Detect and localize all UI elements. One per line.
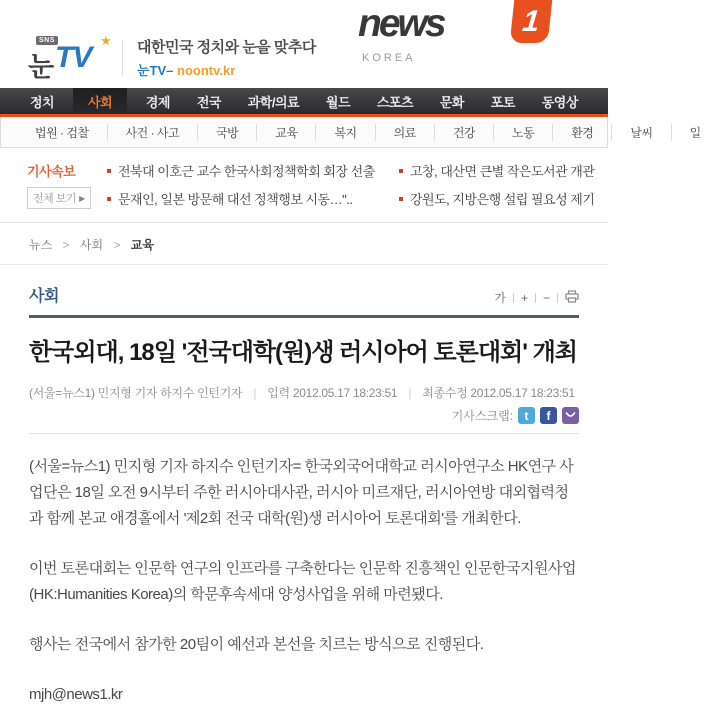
main-nav — [0, 88, 608, 117]
me2day-share-icon[interactable] — [562, 407, 579, 424]
bullet-icon — [399, 197, 403, 201]
article-paragraph: 이번 토론대회는 인문학 연구의 인프라를 구축한다는 인문학 진흥책인 인문한국지원사업(HK:Humanities Korea)의 학문후속세대 양성사업을 위해 마련됐다. — [29, 560, 576, 603]
modified-label: 최종수정 — [422, 386, 468, 400]
article-paragraph: 행사는 전국에서 참가한 20팀이 예선과 본선을 치르는 방식으로 진행된다. — [29, 636, 484, 653]
subnav-item-environment[interactable]: 환경 — [553, 124, 612, 141]
news1-logo-text: news — [358, 2, 444, 45]
font-increase-button[interactable]: + — [520, 290, 528, 305]
subnav-item-weather[interactable]: 날씨 — [612, 124, 671, 141]
noontv-tagline: 대한민국 정치와 눈을 맞추다 — [137, 39, 316, 56]
byline-divider: | — [408, 386, 412, 400]
subnav-item-general[interactable]: 일 — [689, 125, 701, 140]
nav-item-photo[interactable]: 포토 — [490, 94, 515, 110]
noontv-tagline-block — [137, 36, 316, 79]
facebook-letter: f — [546, 408, 551, 423]
nav-item-culture[interactable]: 문화 — [439, 94, 464, 110]
breaking-news-ticker — [0, 148, 608, 223]
breadcrumb-news[interactable]: 뉴스 — [29, 238, 53, 252]
modified-timestamp: 2012.05.17 18:23:51 — [470, 386, 575, 400]
view-all-label: 전체 보기 — [33, 193, 77, 205]
article-paragraph: (서울=뉴스1) 민지형 기자 하지수 인턴기자= 한국외국어대학교 러시아연구소 HK연구 사업단은 18일 오전 9시부터 주한 러시아대사관, 러시아 미르재단, 러시아연방 대외협력청과 함께 본교 애경홀에서 '제2회 전국 대학(원)생 러시아어 토론대회'를 개최한다. — [29, 458, 574, 527]
section-header — [29, 265, 579, 318]
article-byline-row — [29, 380, 579, 401]
news1-logo-one: 1 — [520, 4, 542, 38]
sub-nav — [0, 117, 701, 148]
ticker-item-text: 전북대 이호근 교수 한국사회정책학회 회장 선출 — [118, 164, 375, 179]
noontv-site-label: 눈TV– — [137, 63, 174, 78]
nav-item-economy[interactable]: 경제 — [145, 94, 170, 110]
ticker-item[interactable] — [107, 189, 399, 208]
noontv-site-url[interactable]: noontv.kr — [177, 63, 236, 78]
ticker-title: 기사속보 — [27, 164, 76, 179]
article — [29, 318, 579, 708]
breadcrumb-separator: > — [62, 238, 70, 252]
subnav-item-medical[interactable]: 의료 — [376, 124, 435, 141]
nav-item-regional[interactable]: 전국 — [196, 94, 221, 110]
subnav-item-labor[interactable]: 노동 — [494, 124, 553, 141]
twitter-share-icon[interactable] — [518, 407, 535, 424]
facebook-share-icon[interactable] — [540, 407, 557, 424]
nav-item-society[interactable]: 사회 — [73, 88, 127, 114]
sns-badge: SNS — [36, 36, 58, 45]
news1-logo[interactable] — [358, 0, 550, 72]
ticker-item[interactable] — [107, 161, 399, 180]
subnav-item-education[interactable]: 교육 — [257, 124, 316, 141]
font-size-controls — [487, 289, 579, 306]
breadcrumb — [0, 223, 608, 265]
star-icon: ★ — [100, 32, 112, 48]
nav-item-politics[interactable]: 정치 — [30, 94, 55, 110]
bullet-icon — [107, 197, 111, 201]
scrap-label: 기사스크랩: — [451, 409, 513, 423]
ticker-item-text: 강원도, 지방은행 설립 필요성 제기 — [410, 192, 595, 207]
nav-item-world[interactable]: 월드 — [325, 94, 351, 110]
ticker-item[interactable] — [399, 189, 594, 208]
noontv-logo-tv: TV — [55, 40, 92, 74]
noontv-logo-mark[interactable] — [28, 32, 114, 82]
article-scrap-row — [29, 401, 579, 434]
news1-korea-label: KOREA — [362, 52, 416, 64]
subnav-item-court-prosecution[interactable]: 법원 · 검찰 — [17, 124, 108, 141]
reporter-email: mjh@news1.kr — [29, 686, 123, 703]
nav-item-video[interactable]: 동영상 — [541, 94, 578, 110]
ticker-item-text: 문재인, 일본 방문해 대선 정책행보 시동…".. — [118, 192, 353, 207]
font-size-label[interactable]: 가 — [494, 291, 506, 305]
article-title: 한국외대, 18일 '전국대학(원)생 러시아어 토론대회' 개최 — [29, 339, 577, 366]
subnav-item-defense[interactable]: 국방 — [198, 124, 257, 141]
site-header — [0, 0, 608, 88]
logo-divider — [122, 40, 123, 76]
view-all-button[interactable] — [27, 187, 91, 209]
font-decrease-button[interactable]: − — [542, 290, 550, 305]
bullet-icon — [107, 169, 111, 173]
bullet-icon — [399, 169, 403, 173]
input-label: 입력 — [267, 386, 290, 400]
breadcrumb-society[interactable]: 사회 — [79, 238, 104, 252]
subnav-item-health[interactable]: 건강 — [435, 124, 494, 141]
ticker-item-text: 고창, 대산면 큰별 작은도서관 개관 — [410, 164, 595, 179]
byline-divider: | — [253, 386, 257, 400]
arrow-right-icon: ▶ — [79, 193, 85, 203]
news1-logo-one-box — [510, 0, 553, 43]
twitter-letter: t — [524, 408, 529, 423]
ticker-item[interactable] — [399, 161, 594, 180]
subnav-item-welfare[interactable]: 복지 — [316, 124, 375, 141]
article-body — [29, 434, 579, 708]
nav-item-sports[interactable]: 스포츠 — [376, 94, 414, 110]
noontv-logo-noon: 눈 — [28, 51, 55, 82]
print-icon[interactable] — [558, 290, 579, 306]
breadcrumb-education[interactable]: 교육 — [130, 238, 154, 252]
breadcrumb-separator: > — [113, 238, 121, 252]
byline-reporters: (서울=뉴스1) 민지형 기자 하지수 인턴기자 — [29, 386, 243, 400]
input-timestamp: 2012.05.17 18:23:51 — [292, 386, 398, 400]
section-title: 사회 — [29, 288, 59, 305]
subnav-item-incident-accident[interactable]: 사건 · 사고 — [108, 124, 199, 141]
nav-item-science-medical[interactable]: 과학/의료 — [247, 94, 300, 110]
noontv-logo[interactable] — [28, 32, 316, 82]
